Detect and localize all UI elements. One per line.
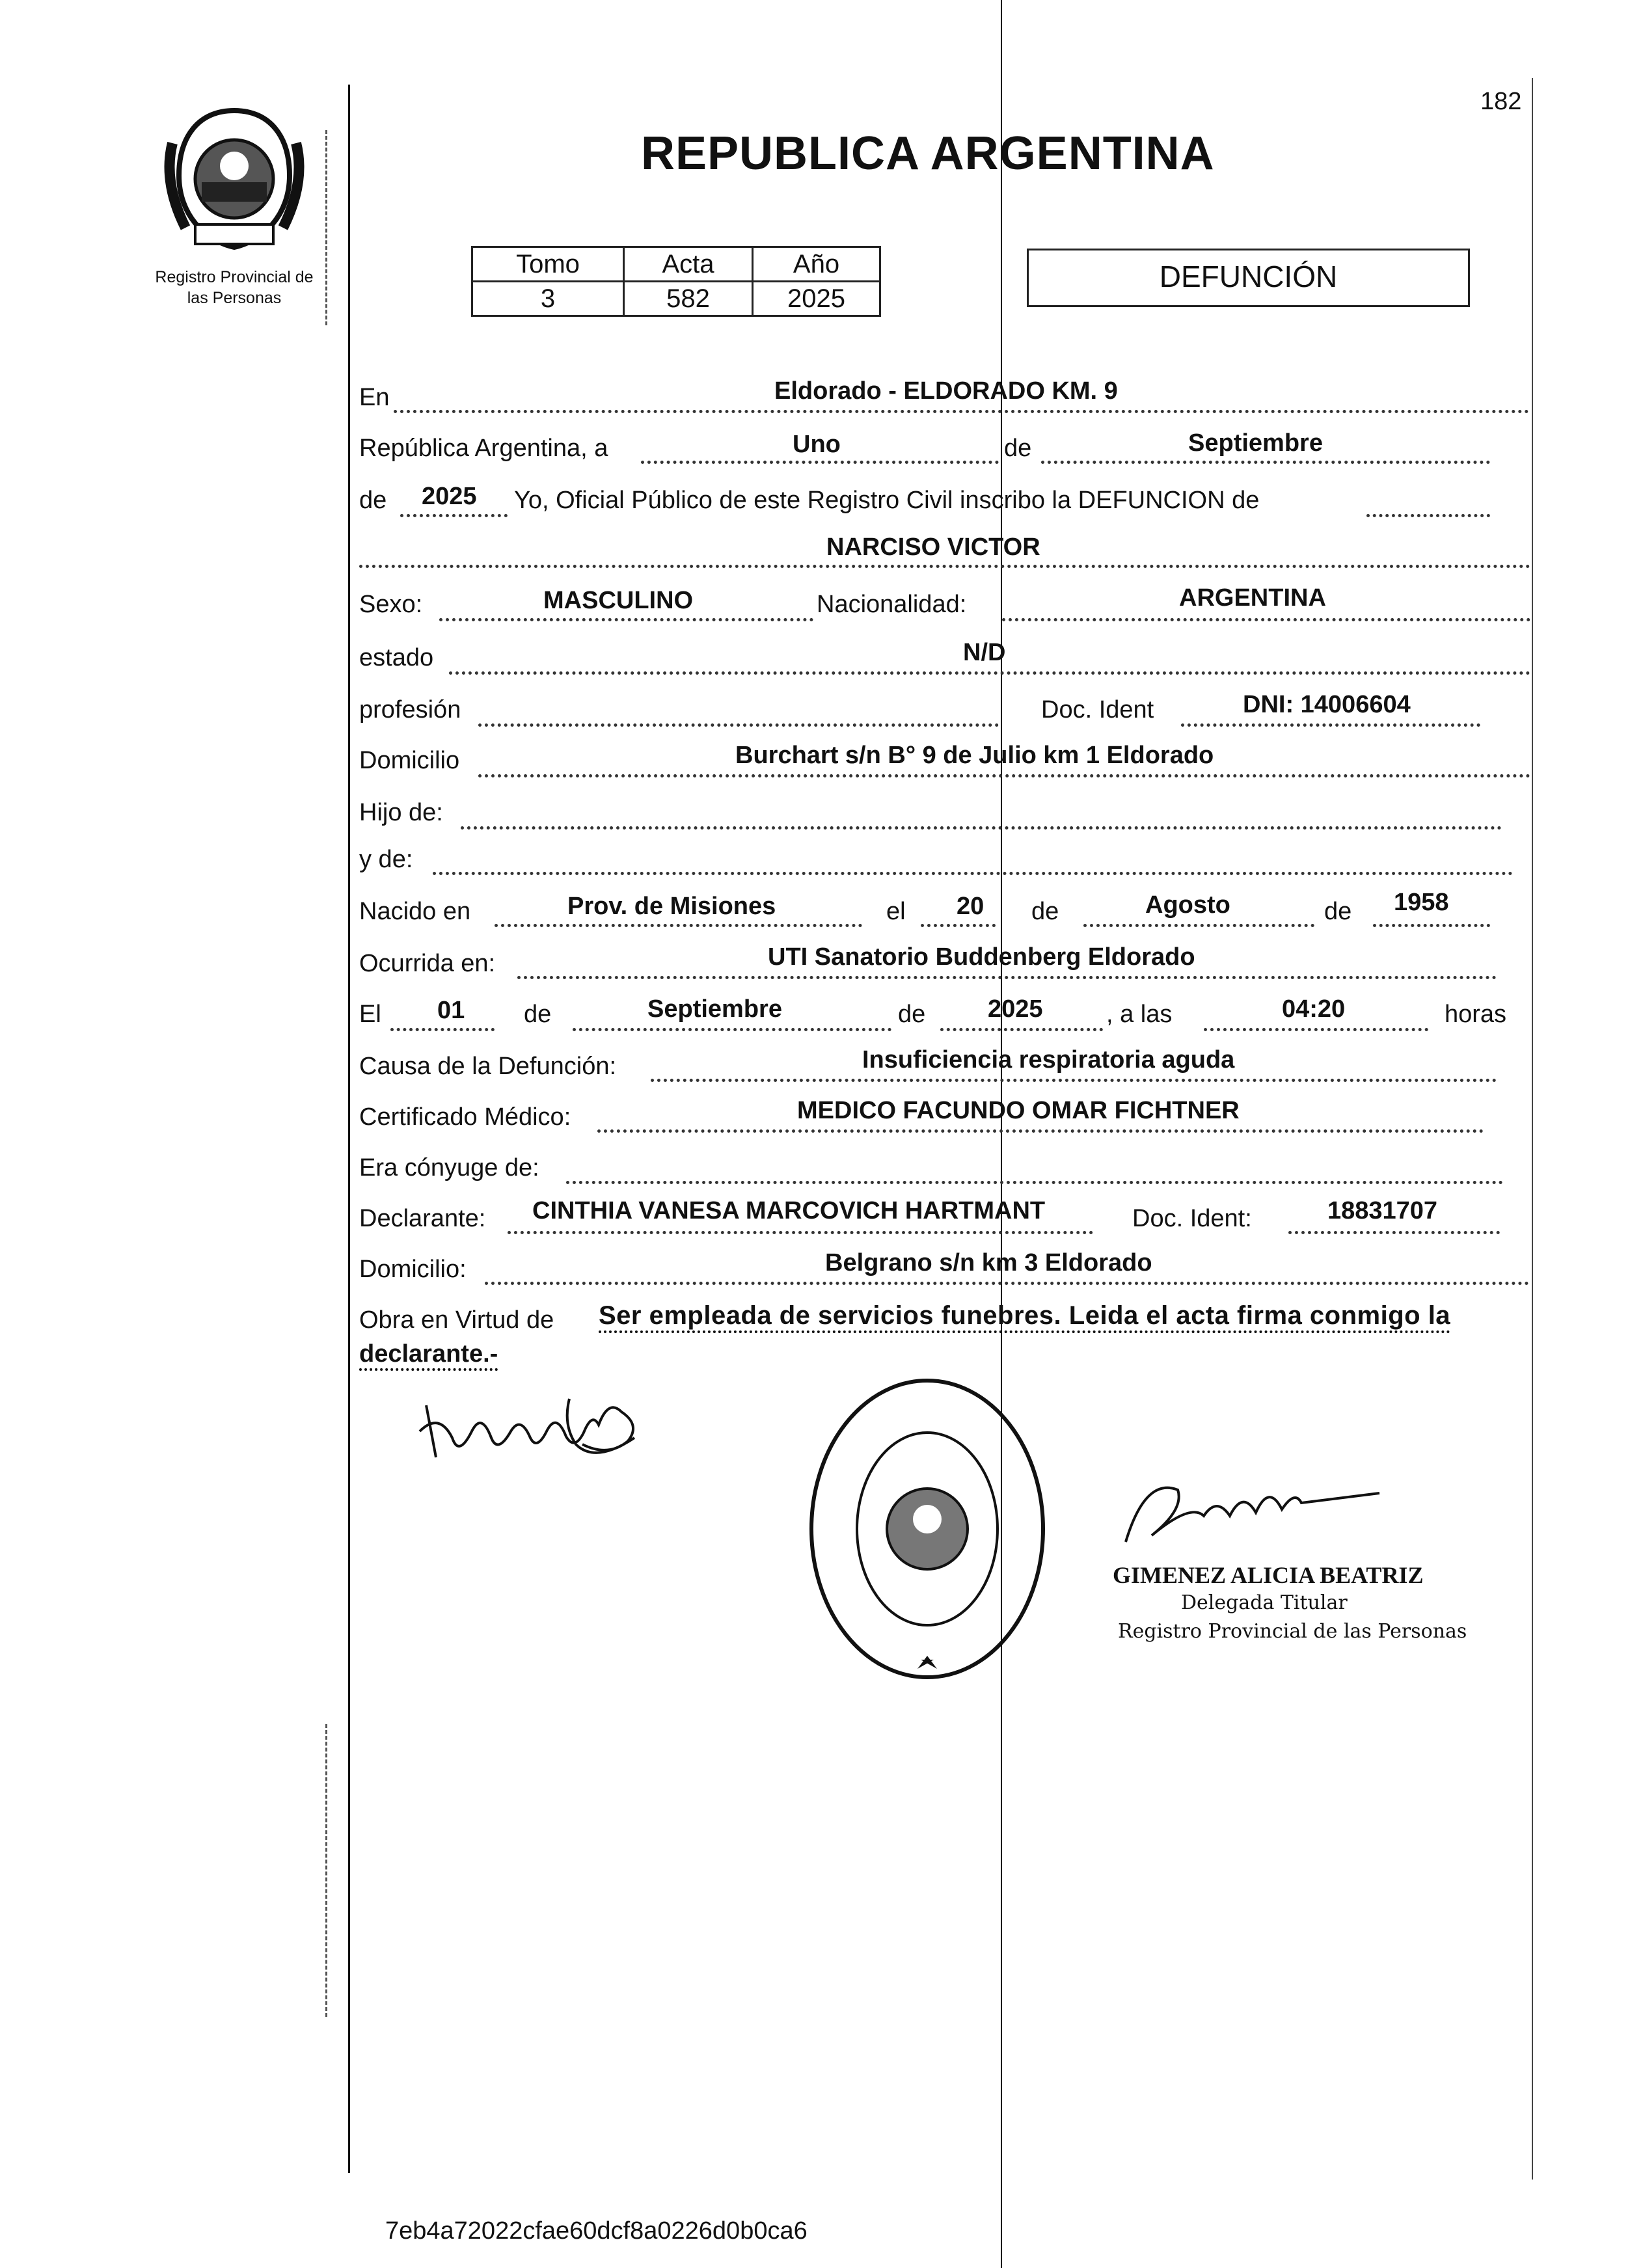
dots-hijo-de — [461, 826, 1502, 830]
label-y-de: y de: — [359, 846, 413, 873]
nacido-mes-value: Agosto — [1145, 891, 1230, 919]
obra-line-2: declarante.- — [359, 1340, 498, 1368]
dots-nombre — [359, 565, 1530, 568]
document-title: REPUBLICA ARGENTINA — [641, 128, 1215, 180]
certificado-value: MEDICO FACUNDO OMAR FICHTNER — [797, 1097, 1240, 1124]
estado-value: N/D — [963, 639, 1006, 666]
nombre-value: NARCISO VICTOR — [826, 533, 1040, 561]
dots-declarante-doc — [1288, 1231, 1500, 1234]
dots-ocurrida — [517, 976, 1497, 979]
dots-domicilio — [478, 774, 1530, 777]
dots-fall-dia — [390, 1028, 495, 1031]
label-de-mes: de — [1004, 435, 1032, 462]
label-conyuge: Era cónyuge de: — [359, 1154, 539, 1181]
official-role: Delegada Titular — [1181, 1591, 1348, 1614]
coat-of-arms-logo — [159, 104, 309, 254]
label-sexo: Sexo: — [359, 591, 423, 618]
dots-sexo — [439, 618, 813, 621]
label-de-anio: de — [359, 487, 387, 514]
declarant-signature — [413, 1386, 660, 1480]
dots-domicilio-declarante — [485, 1282, 1529, 1285]
label-de-fall-anio: de — [898, 1001, 926, 1028]
label-el-fallecimiento: El — [359, 1001, 381, 1028]
dots-nacido-anio — [1373, 924, 1490, 927]
dots-profesion — [478, 723, 999, 727]
declarante-value: CINTHIA VANESA MARCOVICH HARTMANT — [532, 1197, 1046, 1224]
tomo-acta-anio-table — [471, 246, 881, 317]
obra-line-1: Ser empleada de servicios funebres. Leida el acta firma conmigo la — [599, 1301, 1451, 1330]
dots-y-de — [433, 872, 1513, 875]
coat-of-arms-icon — [159, 104, 309, 254]
dots-dni — [1181, 723, 1480, 727]
label-yo: Yo, Oficial Público de este Registro Civil inscribo la DEFUNCION de — [514, 487, 1260, 514]
label-en: En — [359, 384, 390, 411]
official-name: GIMENEZ ALICIA BEATRIZ — [1113, 1562, 1424, 1588]
label-nacido-en: Nacido en — [359, 898, 471, 925]
declarante-domicilio-value: Belgrano s/n km 3 Eldorado — [825, 1249, 1152, 1276]
acta-header: Acta — [624, 247, 753, 282]
act-type-box: DEFUNCIÓN — [1027, 249, 1470, 307]
official-stamp — [804, 1373, 1051, 1685]
causa-value: Insuficiencia respiratoria aguda — [862, 1046, 1235, 1073]
fold-line — [1001, 0, 1002, 2268]
label-doc-ident-declarante: Doc. Ident: — [1132, 1205, 1252, 1232]
label-domicilio: Domicilio — [359, 747, 460, 774]
nacido-dia-value: 20 — [957, 893, 985, 920]
sexo-value: MASCULINO — [543, 587, 694, 614]
label-el: el — [886, 898, 906, 925]
fall-anio-value: 2025 — [988, 995, 1043, 1023]
dots-yo-end — [1366, 514, 1490, 517]
official-office: Registro Provincial de las Personas — [1118, 1620, 1467, 1643]
domicilio-value: Burchart s/n B° 9 de Julio km 1 Eldorado — [735, 742, 1214, 769]
mes-acta-value: Septiembre — [1188, 429, 1323, 457]
official-signature — [1106, 1464, 1392, 1558]
dia-palabra-value: Uno — [793, 431, 841, 458]
label-ocurrida-en: Ocurrida en: — [359, 950, 496, 977]
document-hash: 7eb4a72022cfae60dcf8a0226d0b0ca6 — [385, 2217, 808, 2245]
anio-value: 2025 — [753, 282, 880, 316]
label-certificado: Certificado Médico: — [359, 1103, 571, 1131]
label-profesion: profesión — [359, 696, 461, 723]
dots-fall-mes — [573, 1028, 891, 1031]
dots-fall-anio — [940, 1028, 1103, 1031]
label-rep-arg: República Argentina, a — [359, 435, 608, 462]
label-doc-ident: Doc. Ident — [1041, 696, 1154, 723]
label-de-nacido-anio: de — [1324, 898, 1352, 925]
signature-scribble-icon — [413, 1386, 660, 1477]
label-causa: Causa de la Defunción: — [359, 1053, 617, 1080]
dots-declarante — [508, 1231, 1093, 1234]
fall-mes-value: Septiembre — [647, 995, 782, 1023]
dots-nacido-mes — [1083, 924, 1314, 927]
nacido-anio-value: 1958 — [1394, 889, 1449, 916]
dots-estado — [449, 671, 1530, 675]
registry-line-1: Registro Provincial de — [155, 268, 314, 286]
anio-acta-value: 2025 — [422, 483, 477, 510]
left-dashed-edge-2 — [325, 1724, 327, 2017]
stamp-seal-icon — [804, 1373, 1051, 1685]
dots-nacido-dia — [921, 924, 996, 927]
registry-line-2: las Personas — [187, 289, 282, 307]
dots-hora — [1204, 1028, 1428, 1031]
label-estado: estado — [359, 644, 434, 671]
label-obra: Obra en Virtud de — [359, 1306, 554, 1334]
lugar-value: Eldorado - ELDORADO KM. 9 — [774, 377, 1118, 405]
page-number: 182 — [1480, 88, 1522, 115]
label-a-las: , a las — [1106, 1001, 1173, 1028]
declarante-doc-value: 18831707 — [1327, 1197, 1438, 1224]
label-de-fall-mes: de — [524, 1001, 552, 1028]
dots-causa — [651, 1079, 1497, 1082]
label-de-nacido-mes: de — [1031, 898, 1059, 925]
label-horas: horas — [1445, 1001, 1507, 1028]
label-nacionalidad: Nacionalidad: — [817, 591, 967, 618]
right-margin-line — [1532, 78, 1533, 2180]
dots-certificado — [597, 1129, 1484, 1133]
label-hijo-de: Hijo de: — [359, 799, 443, 826]
dots-nacido-lugar — [495, 924, 862, 927]
dots-conyuge — [566, 1181, 1503, 1184]
tomo-header: Tomo — [472, 247, 624, 282]
tomo-value: 3 — [472, 282, 624, 316]
official-signature-scribble-icon — [1106, 1464, 1392, 1555]
dni-value: DNI: 14006604 — [1243, 691, 1411, 718]
fall-hora-value: 04:20 — [1282, 995, 1346, 1023]
nacido-lugar-value: Prov. de Misiones — [567, 893, 776, 920]
dots-mes — [1041, 461, 1490, 464]
anio-header: Año — [753, 247, 880, 282]
label-domicilio-declarante: Domicilio: — [359, 1256, 467, 1283]
label-declarante: Declarante: — [359, 1205, 486, 1232]
registry-name — [127, 267, 342, 308]
dots-anio — [400, 514, 508, 517]
dots-dia — [641, 461, 999, 464]
left-margin-line — [348, 85, 350, 2173]
dots-en — [394, 410, 1529, 413]
acta-value: 582 — [624, 282, 753, 316]
dots-nacionalidad — [1002, 618, 1530, 621]
ocurrida-lugar-value: UTI Sanatorio Buddenberg Eldorado — [768, 943, 1195, 971]
fall-dia-value: 01 — [437, 997, 465, 1024]
nacionalidad-value: ARGENTINA — [1179, 584, 1326, 612]
